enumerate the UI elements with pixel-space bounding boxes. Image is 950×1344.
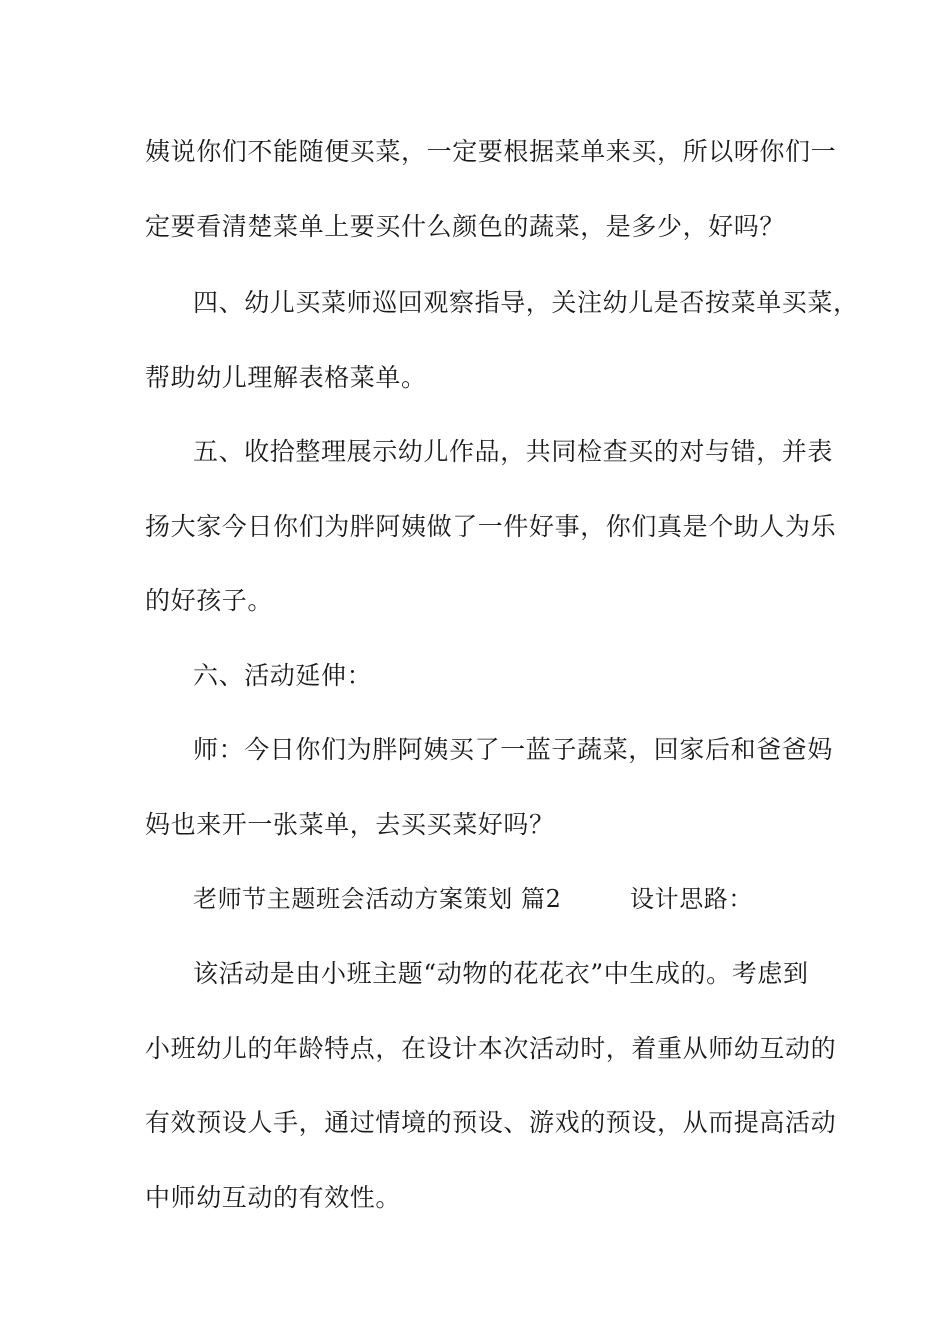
section-part: 篇2 — [521, 885, 562, 913]
step-four-line: 四、幼儿买菜师巡回观察指导，关注幼儿是否按菜单买菜， — [193, 288, 859, 317]
paragraph-line: 该活动是由小班主题“动物的花花衣”中生成的。考虑到 — [193, 959, 809, 988]
section-title: 老师节主题班会活动方案策划 — [193, 885, 513, 913]
paragraph-line: 定要看清楚菜单上要买什么颜色的蔬菜，是多少，好吗？ — [145, 212, 786, 241]
paragraph-line: 帮助幼儿理解表格菜单。 — [145, 363, 427, 392]
paragraph-line: 中师幼互动的有效性。 — [145, 1183, 402, 1212]
paragraph-line: 的好孩子。 — [145, 586, 274, 615]
paragraph-line: 小班幼儿的年龄特点，在设计本次活动时，着重从师幼互动的 — [145, 1034, 837, 1063]
step-five-line: 五、收拾整理展示幼儿作品，共同检查买的对与错，并表 — [193, 437, 834, 466]
section-heading — [193, 884, 753, 914]
paragraph-line: 有效预设人手，通过情境的预设、游戏的预设，从而提高活动 — [145, 1108, 837, 1137]
paragraph-line: 姨说你们不能随便买菜，一定要根据菜单来买，所以呀你们一 — [145, 137, 837, 166]
paragraph-line: 师：今日你们为胖阿姨买了一蓝子蔬菜，回家后和爸爸妈 — [193, 735, 834, 764]
paragraph-line: 妈也来开一张菜单，去买买菜好吗？ — [145, 810, 555, 839]
paragraph-line: 扬大家今日你们为胖阿姨做了一件好事，你们真是个助人为乐 — [145, 512, 837, 541]
section-subtitle: 设计思路： — [630, 885, 753, 913]
step-six-heading: 六、活动延伸： — [193, 661, 373, 690]
